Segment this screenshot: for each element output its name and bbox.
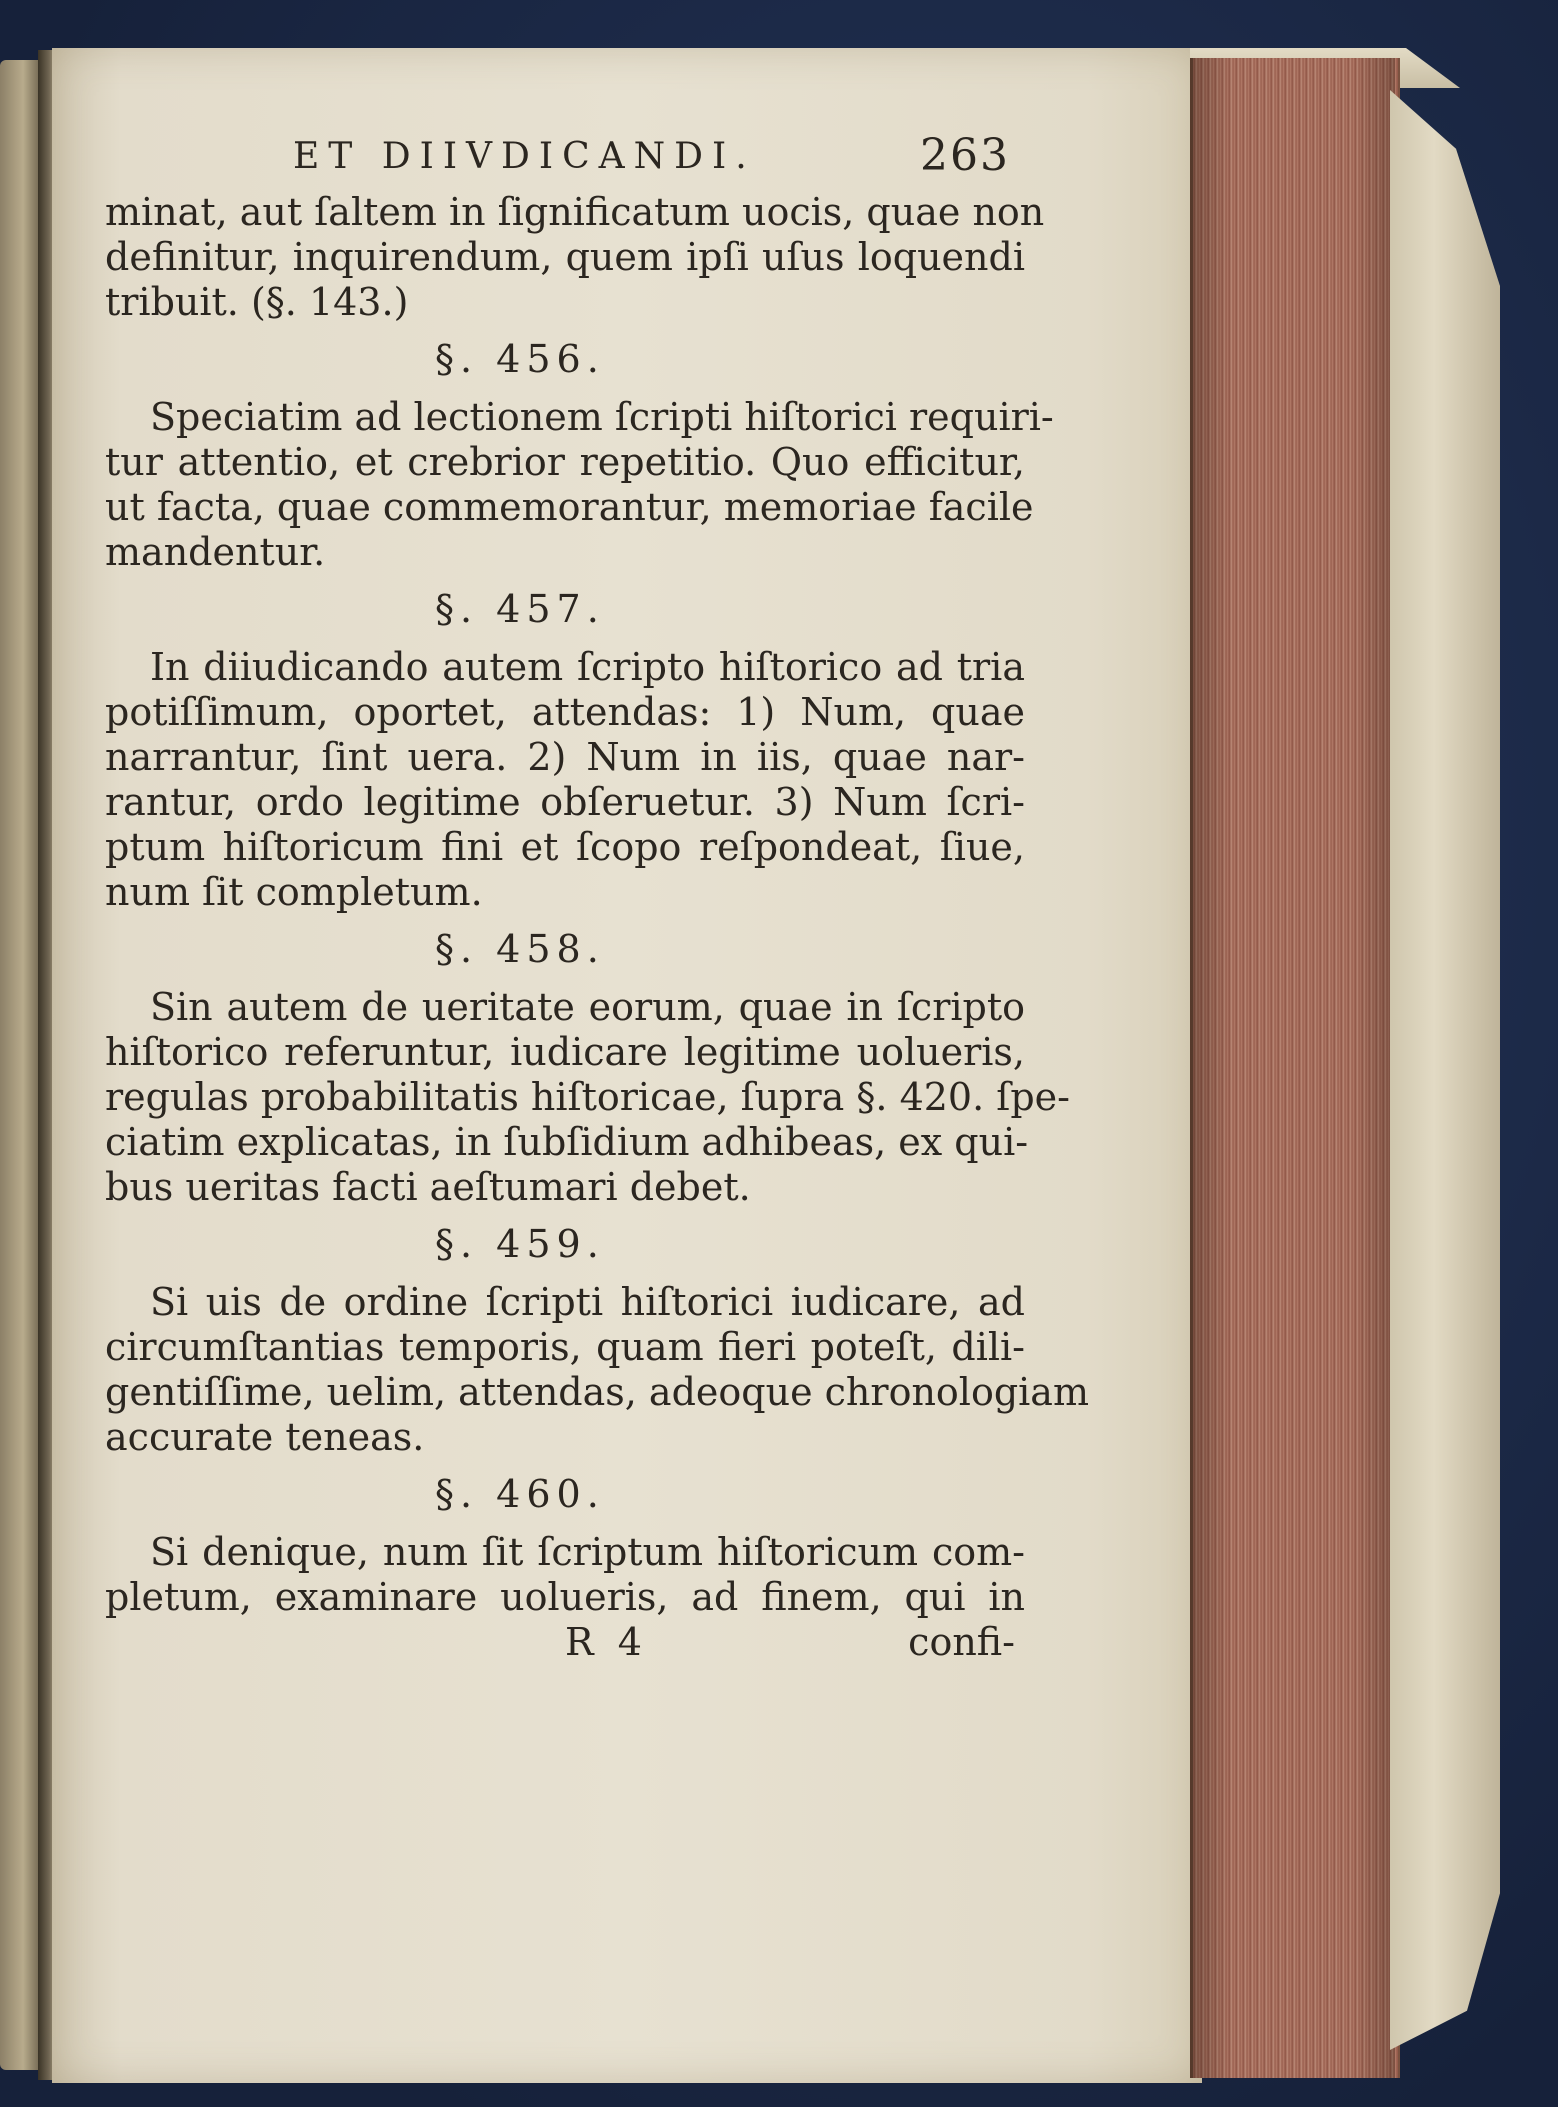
page-footer [105, 1620, 1025, 1665]
text-line: mandentur. [105, 530, 326, 574]
section-457 [105, 575, 1025, 915]
section-heading: §. 460. [435, 1472, 605, 1516]
signature-mark: R 4 [565, 1620, 648, 1664]
text-line: bus ueritas facti aeſtumari debet. [105, 1165, 751, 1209]
text-line: Sin autem de ueritate eorum, quae in ſcripto [150, 985, 1025, 1029]
section-heading: §. 457. [435, 587, 605, 631]
section-heading: §. 458. [435, 927, 605, 971]
section-460 [105, 1460, 1025, 1620]
book-cover-edge [1390, 90, 1500, 2050]
text-line: minat, aut ſaltem in ſignificatum uocis, quae non [105, 190, 1045, 234]
text-line: circumſtantias temporis, quam fieri poteſt, dili- [105, 1325, 1025, 1369]
text-line: gentiſſime, uelim, attendas, adeoque chronologiam [105, 1370, 1089, 1414]
running-head: ET DIIVDICANDI. [293, 136, 756, 177]
catchword: confi- [908, 1620, 1015, 1664]
text-line: In diiudicando autem ſcripto hiſtorico ad tria [150, 645, 1025, 689]
text-line: num ſit completum. [105, 870, 483, 914]
section-459 [105, 1210, 1089, 1460]
text-line: rantur, ordo legitime obſeruetur. 3) Num ſcri- [105, 780, 1025, 824]
section-456 [105, 325, 1054, 575]
text-line: Speciatim ad lectionem ſcripti hiſtorici requiri- [150, 395, 1054, 439]
section-458 [105, 915, 1070, 1210]
text-line: regulas probabilitatis hiſtoricae, ſupra §. 420. ſpe- [105, 1075, 1070, 1119]
section-heading: §. 456. [435, 337, 605, 381]
text-line: narrantur, ſint uera. 2) Num in iis, quae nar- [105, 735, 1025, 779]
fore-edge-shading [1190, 58, 1395, 2078]
text-line: Si denique, num ſit ſcriptum hiſtoricum com- [150, 1530, 1025, 1574]
text-line: tur attentio, et crebrior repetitio. Quo efficitur, [105, 440, 1025, 484]
text-line: pletum, examinare uolueris, ad finem, qui in [105, 1575, 1025, 1619]
page-number: 263 [920, 130, 1010, 181]
page-text-block [105, 130, 1089, 1665]
text-line: definitur, inquirendum, quem ipſi uſus loquendi [105, 235, 1025, 279]
text-line: ut facta, quae commemorantur, memoriae facile [105, 485, 1034, 529]
text-line: Si uis de ordine ſcripti hiſtorici iudicare, ad [150, 1280, 1025, 1324]
text-line: ptum hiſtoricum fini et ſcopo reſpondeat, ſiue, [105, 825, 1025, 869]
text-line: tribuit. (§. 143.) [105, 280, 409, 324]
page-header [105, 130, 1025, 190]
text-line: potiſſimum, oportet, attendas: 1) Num, quae [105, 690, 1025, 734]
text-line: accurate teneas. [105, 1415, 425, 1459]
facing-page-edge [0, 60, 42, 2070]
continuation-paragraph [105, 190, 1045, 325]
section-heading: §. 459. [435, 1222, 605, 1266]
text-line: hiſtorico referuntur, iudicare legitime uolueris, [105, 1030, 1025, 1074]
text-line: ciatim explicatas, in ſubſidium adhibeas, ex qui- [105, 1120, 1029, 1164]
